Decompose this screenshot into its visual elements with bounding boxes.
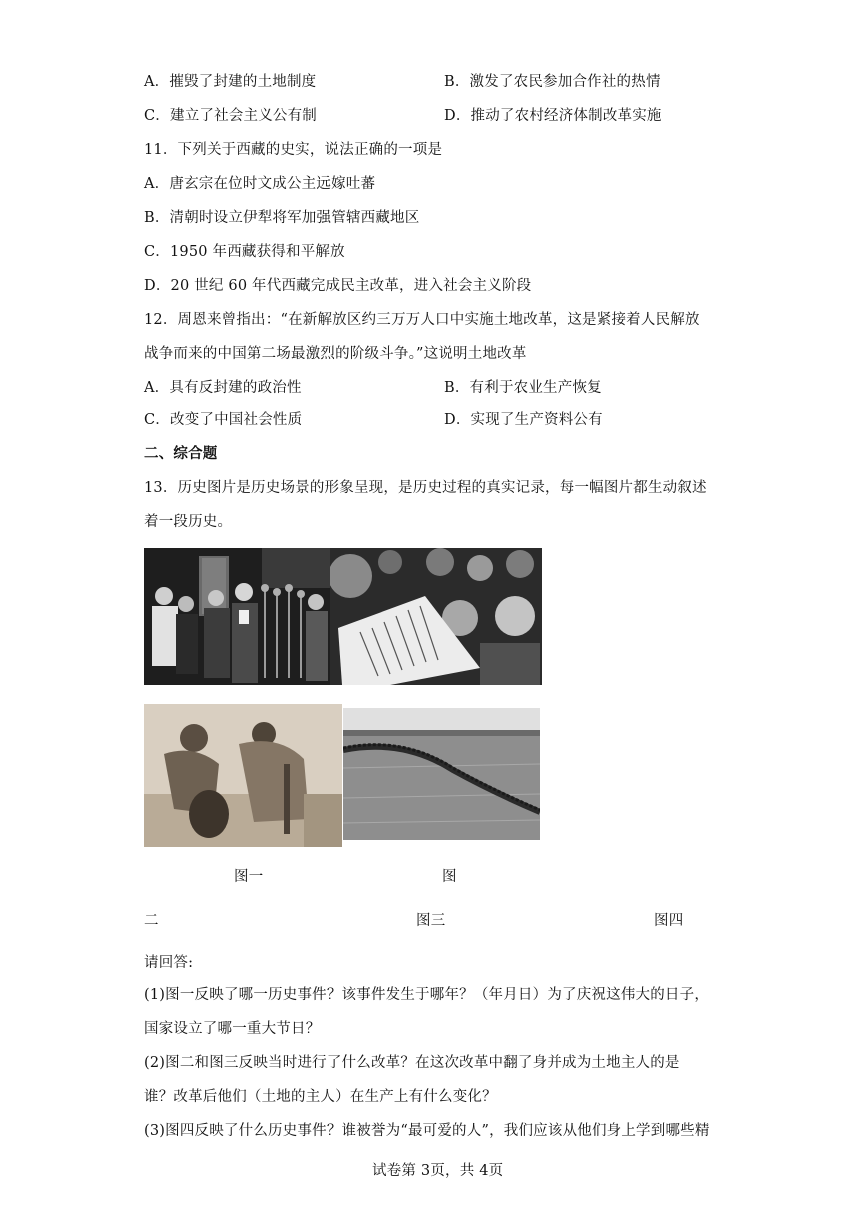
q10-option-b: B．激发了农民参加合作社的热情 [444,74,661,90]
q10-option-d: D．推动了农村经济体制改革实施 [444,108,662,124]
q12-stem-line2: 战争而来的中国第二场最激烈的阶级斗争。”这说明土地改革 [144,346,527,362]
caption-fig2-part2: 二 [144,913,159,929]
page-footer: 试卷第 3页，共 4页 [372,1163,504,1179]
q12-option-d: D．实现了生产资料公有 [444,412,603,428]
photo-river-crossing [343,708,540,840]
q12-option-b: B．有利于农业生产恢复 [444,380,602,396]
q11-option-b: B．清朝时设立伊犁将军加强管辖西藏地区 [144,210,420,226]
q13-part1-line1: (1)图一反映了哪一历史事件？该事件发生于哪年？（年月日）为了庆祝这伟大的日子， [144,987,710,1003]
photo-farmers-planting [144,704,342,847]
q12-stem-line1: 12．周恩来曾指出：“在新解放区约三万万人口中实施土地改革，这是紧接着人民解放 [144,312,700,328]
q12-option-c: C．改变了中国社会性质 [144,412,303,428]
q13-stem-line2: 着一段历史。 [144,514,233,530]
q11-stem: 11．下列关于西藏的史实，说法正确的一项是 [144,142,443,158]
q10-option-c: C．建立了社会主义公有制 [144,108,317,124]
q11-option-a: A．唐玄宗在位时文成公主远嫁吐蕃 [144,176,376,192]
q10-option-a: A．摧毁了封建的土地制度 [144,74,317,90]
caption-fig3: 图三 [416,913,446,929]
answer-prompt: 请回答: [144,955,194,971]
q11-option-c: C．1950 年西藏获得和平解放 [144,244,345,260]
q13-part2-line2: 谁？改革后他们（土地的主人）在生产上有什么变化？ [144,1089,497,1105]
q13-part1-line2: 国家设立了哪一重大节日？ [144,1021,321,1037]
caption-fig4: 图四 [654,913,684,929]
photo-founding-ceremony [144,548,330,685]
q13-part3-line1: (3)图四反映了什么历史事件？谁被誉为“最可爱的人”，我们应该从他们身上学到哪些精 [144,1123,710,1139]
photo-land-deed [330,548,542,685]
caption-fig1: 图一 [234,869,264,885]
q13-stem-line1: 13．历史图片是历史场景的形象呈现，是历史过程的真实记录，每一幅图片都生动叙述 [144,480,707,496]
q13-part2-line1: (2)图二和图三反映当时进行了什么改革？在这次改革中翻了身并成为土地主人的是 [144,1055,680,1071]
caption-fig2-part1: 图 [442,869,457,885]
q12-option-a: A．具有反封建的政治性 [144,380,302,396]
q11-option-d: D．20 世纪 60 年代西藏完成民主改革，进入社会主义阶段 [144,278,532,294]
section-title: 二、综合题 [144,445,218,462]
